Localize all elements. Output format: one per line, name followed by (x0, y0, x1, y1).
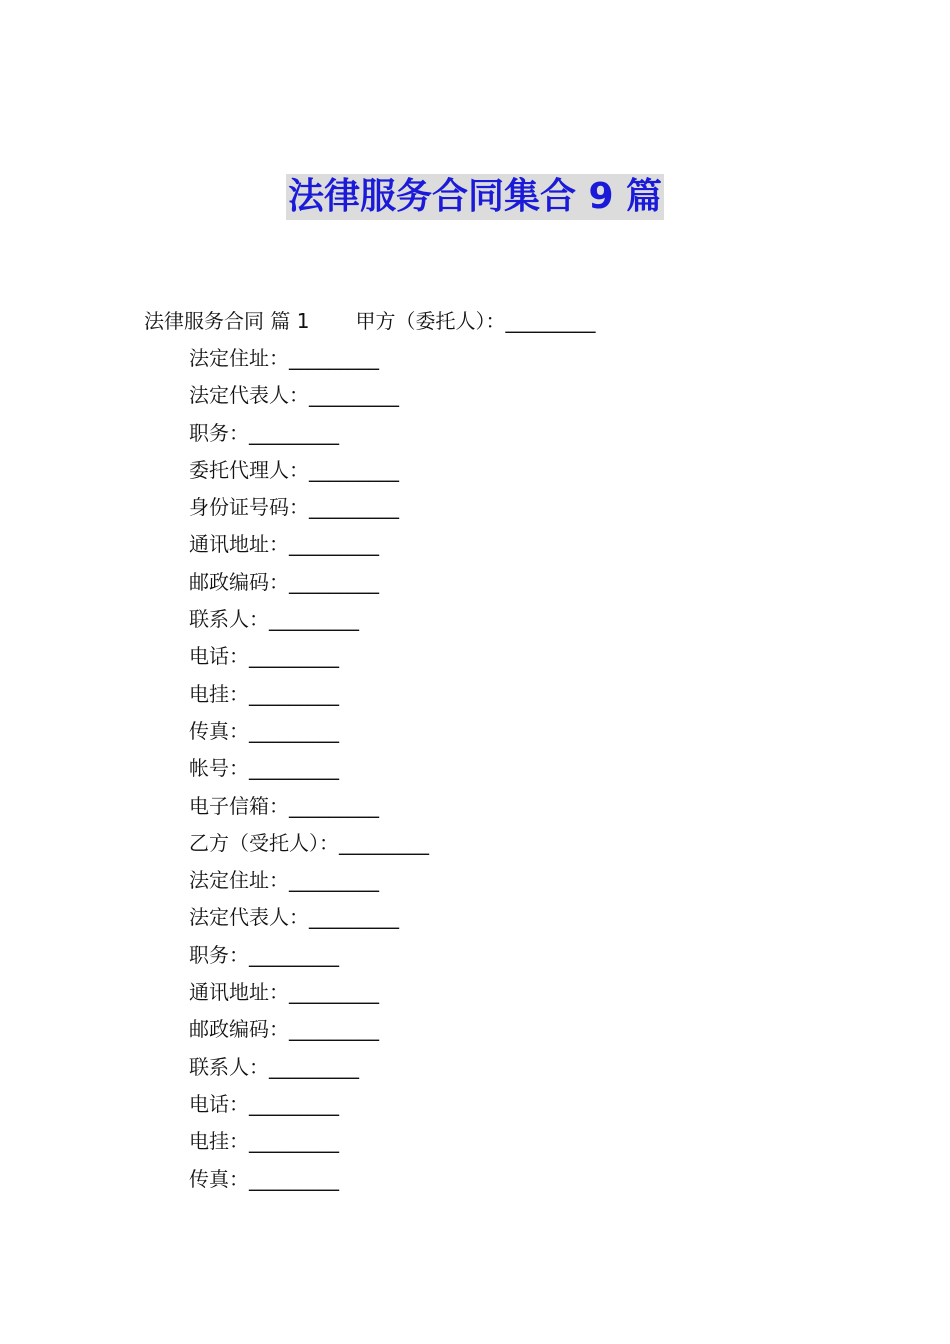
field-line: 通讯地址：_________ (189, 532, 379, 557)
field-line: 电话：_________ (189, 1091, 339, 1116)
party-a-field: 甲方（委托人）：_________ (355, 309, 596, 333)
field-line: 电话：_________ (189, 644, 339, 669)
field-line: 法定住址：_________ (189, 346, 379, 370)
contract-heading-line (144, 305, 595, 337)
field-line: 电挂：_________ (189, 1129, 339, 1154)
field-line: 职务：_________ (189, 942, 339, 967)
field-line: 邮政编码：_________ (189, 569, 379, 594)
field-line: 邮政编码：_________ (189, 1017, 379, 1042)
field-line: 通讯地址：_________ (189, 980, 379, 1005)
contract-heading: 法律服务合同 篇 1 (144, 309, 310, 333)
party-b-field: 乙方（受托人）：_________ (189, 830, 429, 855)
field-line: 传真：_________ (189, 718, 339, 743)
field-line: 法定代表人：_________ (189, 905, 399, 930)
field-line: 帐号：_________ (189, 756, 339, 781)
field-line: 联系人：_________ (189, 1054, 359, 1079)
title-container (0, 174, 950, 220)
field-line: 法定代表人：_________ (189, 383, 399, 408)
field-line: 联系人：_________ (189, 607, 359, 632)
field-line: 职务：_________ (189, 420, 339, 445)
field-line: 法定住址：_________ (189, 868, 379, 893)
field-line: 委托代理人：_________ (189, 457, 399, 482)
document-title: 法律服务合同集合 9 篇 (286, 174, 664, 220)
field-line: 电挂：_________ (189, 681, 339, 706)
field-line: 传真：_________ (189, 1166, 339, 1191)
field-line: 电子信箱：_________ (189, 793, 379, 818)
contract-fields-list (189, 342, 429, 1200)
field-line: 身份证号码：_________ (189, 495, 399, 520)
